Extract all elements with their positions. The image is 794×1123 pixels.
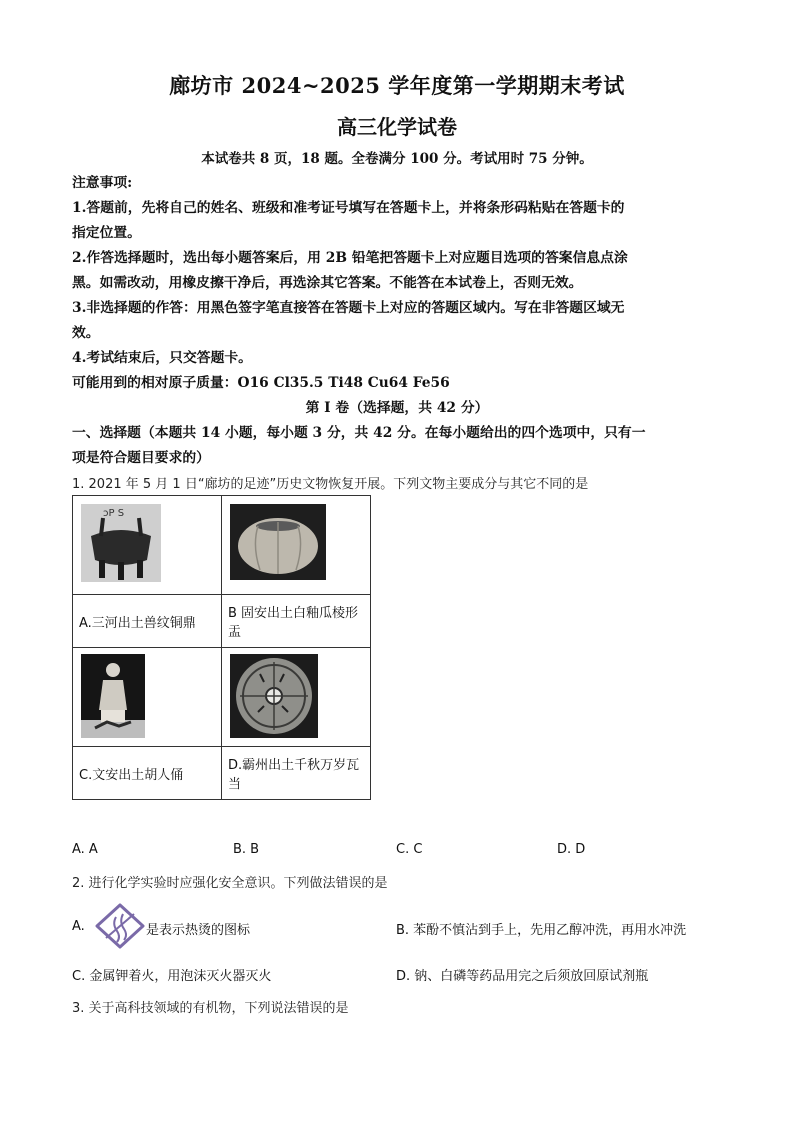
q2-option-a-text[interactable]: 是表示热烫的图标 bbox=[146, 923, 251, 938]
q2-option-a-label[interactable]: A. bbox=[72, 919, 85, 934]
q2-option-b[interactable]: B. 苯酚不慎沾到手上，先用乙醇冲洗，再用水冲洗 bbox=[396, 923, 687, 938]
section-instruction: 项是符合题目要求的） bbox=[72, 450, 210, 466]
svg-text:ɔP S: ɔP S bbox=[103, 508, 125, 519]
part-title: 第 I 卷（选择题，共 42 分） bbox=[305, 400, 489, 416]
white-glaze-bowl-image bbox=[222, 496, 364, 590]
note-line: 1.答题前，先将自己的姓名、班级和准考证号填写在答题卡上，并将条形码粘贴在答题卡的 bbox=[72, 200, 625, 216]
figurine-image bbox=[73, 648, 215, 742]
roof-tile-end-image bbox=[222, 648, 364, 742]
relic-c-caption: C.文安出土胡人俑 bbox=[73, 747, 222, 800]
bronze-ding-image bbox=[73, 496, 215, 590]
atomic-masses: 可能用到的相对原子质量：O16 Cl35.5 Ti48 Cu64 Fe56 bbox=[72, 375, 450, 391]
q1-option-d[interactable]: D. D bbox=[557, 842, 586, 857]
relic-d-caption: D.霸州出土千秋万岁瓦当 bbox=[222, 747, 371, 800]
note-line: 黑。如需改动，用橡皮擦干净后，再选涂其它答案。不能答在本试卷上，否则无效。 bbox=[72, 275, 583, 291]
note-line: 4.考试结束后，只交答题卡。 bbox=[72, 350, 252, 366]
relic-b-image-cell bbox=[222, 496, 371, 595]
relics-table bbox=[72, 495, 371, 800]
relic-a-caption: A.三河出土兽纹铜鼎 bbox=[73, 595, 222, 648]
q1-option-b[interactable]: B. B bbox=[233, 842, 260, 857]
exam-subtitle: 高三化学试卷 bbox=[337, 115, 457, 139]
relic-c-image-cell bbox=[73, 648, 222, 747]
q3-stem: 3. 关于高科技领域的有机物，下列说法错误的是 bbox=[72, 1001, 349, 1016]
notes-heading: 注意事项: bbox=[72, 175, 133, 191]
exam-title: 廊坊市 2024~2025 学年度第一学期期末考试 bbox=[169, 73, 625, 98]
note-line: 2.作答选择题时，选出每小题答案后，用 2B 铅笔把答题卡上对应题目选项的答案信息点涂 bbox=[72, 250, 628, 266]
q1-stem: 1. 2021 年 5 月 1 日“廊坊的足迹”历史文物恢复开展。下列文物主要成分与其它不同的是 bbox=[72, 477, 589, 492]
notes-block bbox=[72, 171, 722, 471]
note-line: 3.非选择题的作答：用黑色签字笔直接答在答题卡上对应的答题区域内。写在非答题区域无 bbox=[72, 300, 625, 316]
note-line: 指定位置。 bbox=[72, 225, 141, 241]
relic-d-image-cell bbox=[222, 648, 371, 747]
relic-b-caption: B 固安出土白釉瓜棱形盂 bbox=[222, 595, 371, 648]
q2-stem: 2. 进行化学实验时应强化安全意识。下列做法错误的是 bbox=[72, 876, 388, 891]
q2-option-c[interactable]: C. 金属钾着火，用泡沫灭火器灭火 bbox=[72, 969, 272, 984]
q2-option-d[interactable]: D. 钠、白磷等药品用完之后须放回原试剂瓶 bbox=[396, 969, 649, 984]
note-line: 效。 bbox=[72, 325, 100, 341]
relic-a-image-cell bbox=[73, 496, 222, 595]
hot-surface-icon bbox=[94, 902, 146, 950]
exam-info: 本试卷共 8 页，18 题。全卷满分 100 分。考试用时 75 分钟。 bbox=[201, 151, 593, 167]
q1-option-c[interactable]: C. C bbox=[396, 842, 423, 857]
section-instruction: 一、选择题（本题共 14 小题，每小题 3 分，共 42 分。在每小题给出的四个选项中，只有一 bbox=[72, 425, 646, 441]
q1-option-a[interactable]: A. A bbox=[72, 842, 98, 857]
